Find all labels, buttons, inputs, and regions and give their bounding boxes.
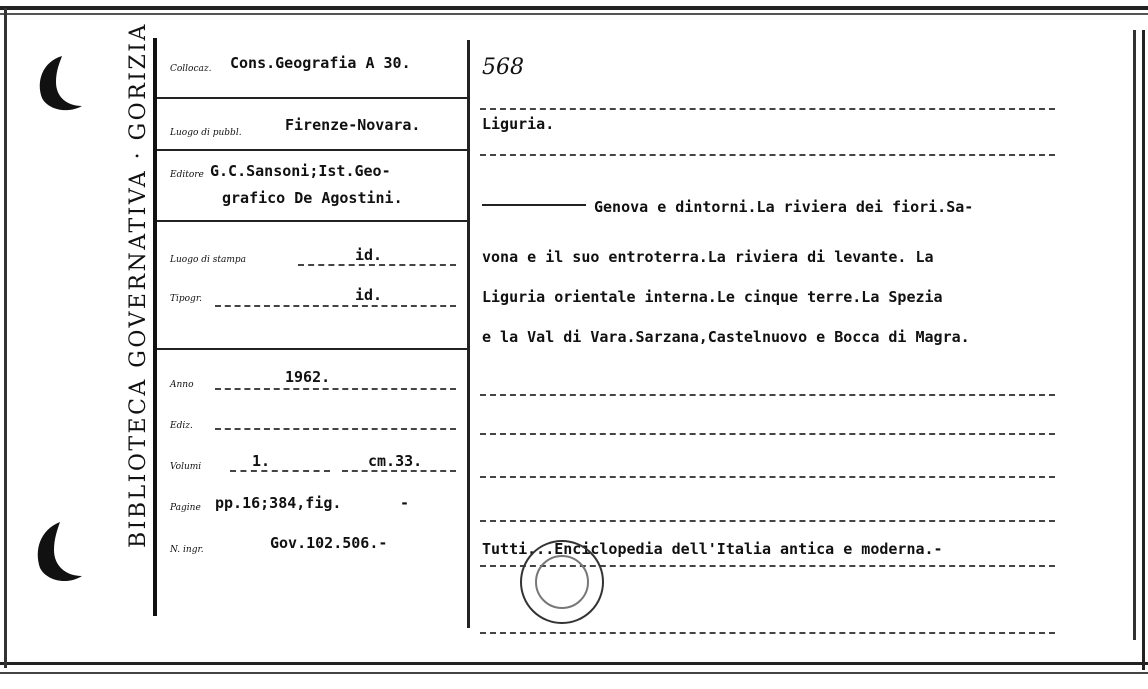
field-dash <box>215 428 456 430</box>
body-dash <box>480 394 1055 396</box>
field-dash <box>298 264 456 266</box>
luogo-stampa-label: Luogo di stampa <box>170 255 246 265</box>
field-rule <box>157 97 469 99</box>
collocazione-label: Collocaz. <box>170 64 212 74</box>
pagine-extra: - <box>400 494 410 512</box>
volumi-value: 1. <box>252 452 271 470</box>
dash-rule <box>482 204 586 206</box>
ingresso-label: N. ingr. <box>170 545 204 555</box>
luogo-pubbl-value: Firenze-Novara. <box>285 116 421 134</box>
card-left-edge <box>4 8 7 668</box>
library-title: BIBLIOTECA GOVERNATIVA · GORIZIA <box>126 22 151 548</box>
author-heading: Liguria. <box>482 115 555 133</box>
ediz-label: Ediz. <box>170 421 193 431</box>
pagine-value: pp.16;384,fig. <box>215 494 342 512</box>
punch-hole-top-icon <box>28 52 88 116</box>
anno-label: Anno <box>170 380 194 390</box>
volumi-label: Volumi <box>170 462 202 472</box>
ingresso-value: Gov.102.506.- <box>270 534 388 552</box>
field-dash <box>230 470 330 472</box>
body-dash <box>480 520 1055 522</box>
tipogr-value: id. <box>355 286 383 304</box>
series-line: Tutti...Enciclopedia dell'Italia antica e moderna.- <box>482 540 943 558</box>
tipogr-label: Tipogr. <box>170 294 202 304</box>
body-dash <box>480 154 1055 156</box>
body-line-4: e la Val di Vara.Sarzana,Castelnuovo e Bocca di Magra. <box>482 328 970 346</box>
card-bottom-edge-inner <box>0 672 1148 674</box>
pagine-label: Pagine <box>170 503 201 513</box>
body-dash <box>480 433 1055 435</box>
field-rule <box>157 149 469 151</box>
editore-value-2: grafico De Agostini. <box>222 189 403 207</box>
card-right-edge-outer <box>1142 30 1145 670</box>
body-dash <box>480 632 1055 634</box>
field-dash <box>215 305 456 307</box>
punch-hole-bottom-icon <box>26 518 86 588</box>
field-rule <box>157 348 469 350</box>
body-line-1: Genova e dintorni.La riviera dei fiori.Sa- <box>594 198 974 216</box>
volumi-size: cm.33. <box>368 452 423 470</box>
field-dash <box>215 388 456 390</box>
body-line-3: Liguria orientale interna.Le cinque terre.La Spezia <box>482 288 943 306</box>
luogo-pubbl-label: Luogo di pubbl. <box>170 128 242 138</box>
field-dash <box>342 470 456 472</box>
left-margin-rule <box>153 38 157 616</box>
card-top-edge-inner <box>0 13 1148 15</box>
body-line-2: vona e il suo entroterra.La riviera di levante. La <box>482 248 934 266</box>
card-bottom-edge <box>0 662 1148 665</box>
body-dash <box>480 476 1055 478</box>
field-rule <box>157 220 469 222</box>
card-right-edge <box>1133 30 1136 640</box>
library-stamp-inner <box>535 555 589 609</box>
anno-value: 1962. <box>285 368 331 386</box>
editore-label: Editore <box>170 170 204 180</box>
card-number: 568 <box>482 55 524 80</box>
editore-value-1: G.C.Sansoni;Ist.Geo- <box>210 162 391 180</box>
body-dash <box>480 108 1055 110</box>
collocazione-value: Cons.Geografia A 30. <box>230 54 411 72</box>
luogo-stampa-value: id. <box>355 246 383 264</box>
column-divider <box>467 40 470 628</box>
card-top-edge <box>0 6 1148 10</box>
